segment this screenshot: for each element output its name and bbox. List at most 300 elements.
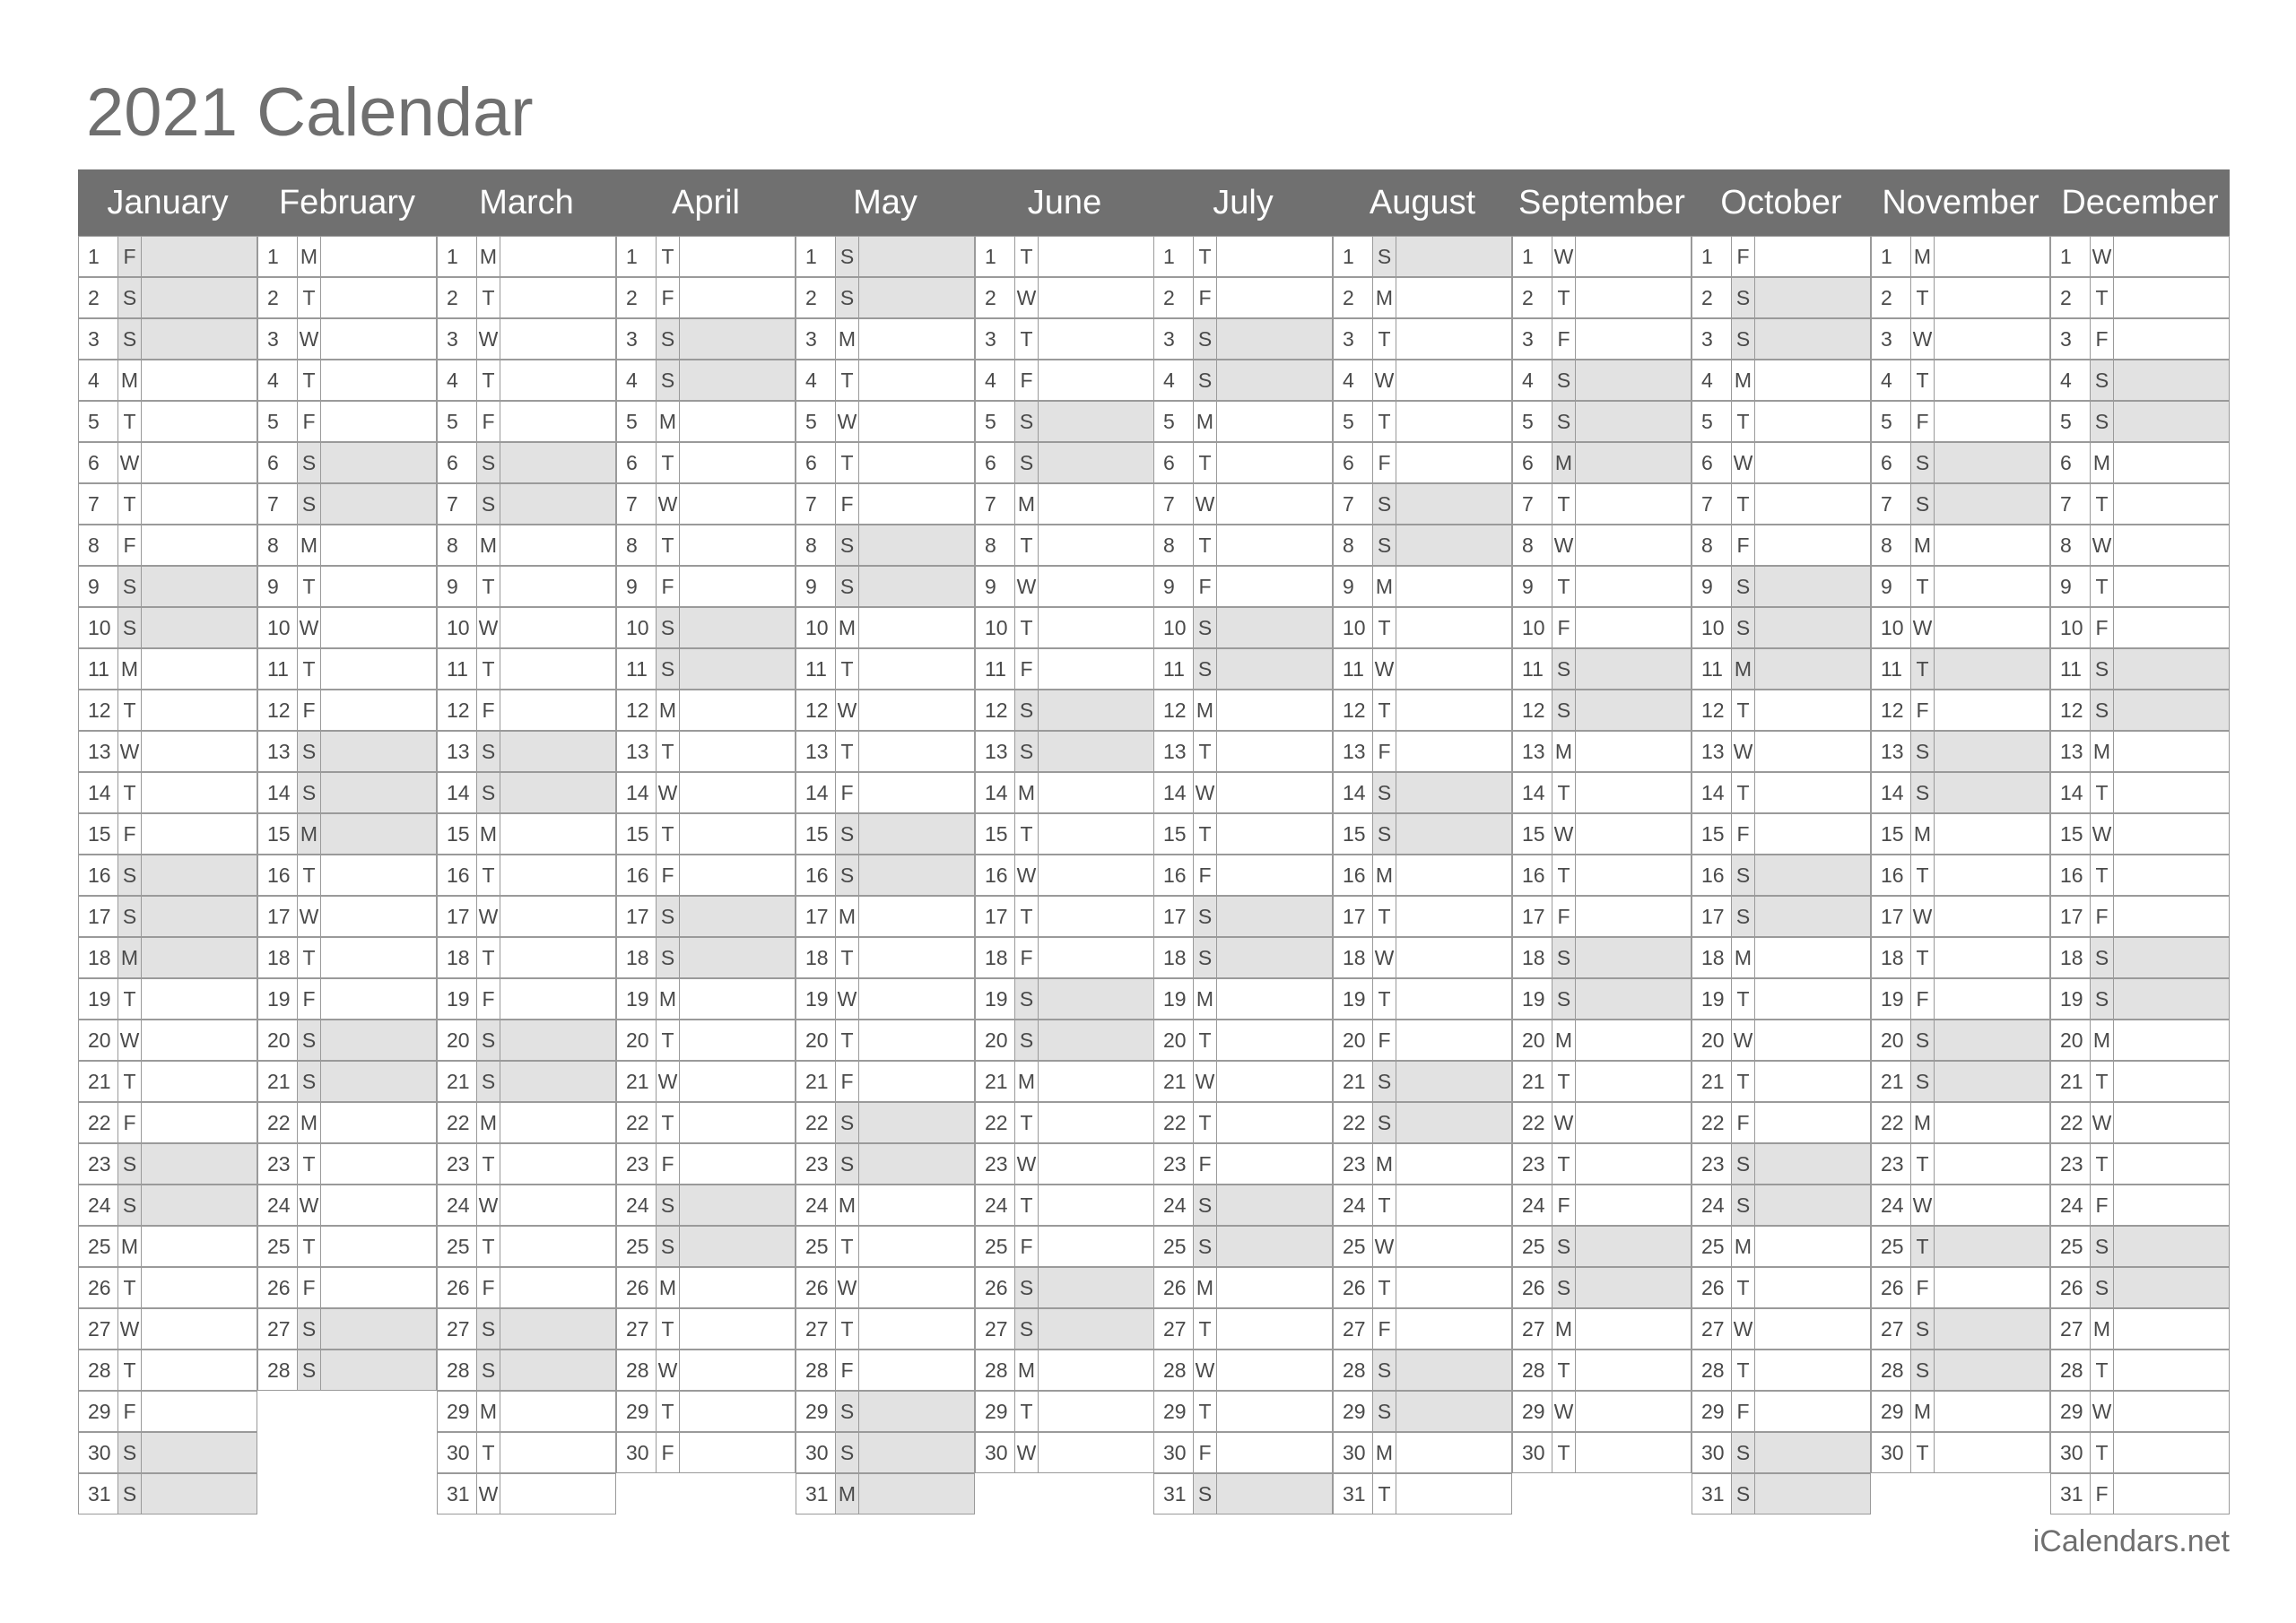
weekday-letter: W <box>297 1185 320 1226</box>
day-row <box>1692 896 1871 937</box>
weekday-letter: S <box>1014 1020 1038 1061</box>
day-row <box>1153 1308 1333 1350</box>
day-row <box>616 236 796 277</box>
day-number: 2 <box>1692 277 1731 318</box>
day-row <box>437 607 616 648</box>
note-cell <box>1396 648 1512 690</box>
day-number: 24 <box>78 1185 117 1226</box>
day-row <box>796 1061 975 1102</box>
day-number: 10 <box>78 607 117 648</box>
day-number: 31 <box>2050 1473 2090 1515</box>
day-row <box>1692 1102 1871 1143</box>
day-row <box>796 1432 975 1473</box>
day-row <box>78 483 257 525</box>
weekday-letter: T <box>1910 648 1934 690</box>
note-cell <box>141 1391 257 1432</box>
day-number: 22 <box>1692 1102 1731 1143</box>
weekday-letter: F <box>1193 1143 1216 1185</box>
day-number: 31 <box>1333 1473 1372 1515</box>
day-row <box>796 855 975 896</box>
day-row <box>1512 1308 1692 1350</box>
weekday-letter: S <box>656 360 679 401</box>
day-row <box>78 566 257 607</box>
note-cell <box>1575 855 1692 896</box>
day-number: 8 <box>78 525 117 566</box>
day-row <box>2050 1473 2230 1515</box>
day-row <box>1871 483 2050 525</box>
weekday-letter: M <box>2090 1020 2113 1061</box>
day-row <box>1512 1350 1692 1391</box>
note-cell <box>858 442 975 483</box>
note-cell <box>1934 648 2050 690</box>
day-number: 9 <box>1512 566 1552 607</box>
day-row <box>437 731 616 772</box>
day-row <box>78 360 257 401</box>
note-cell <box>141 236 257 277</box>
weekday-letter: F <box>2090 318 2113 360</box>
weekday-letter: T <box>1910 1143 1934 1185</box>
day-row <box>257 1102 437 1143</box>
note-cell <box>320 607 437 648</box>
note-cell <box>500 1061 616 1102</box>
day-row <box>257 1267 437 1308</box>
day-row <box>257 236 437 277</box>
day-number: 4 <box>1333 360 1372 401</box>
day-row <box>1871 1143 2050 1185</box>
weekday-letter: S <box>1193 648 1216 690</box>
day-number: 26 <box>1512 1267 1552 1308</box>
note-cell <box>500 483 616 525</box>
weekday-letter: S <box>1193 1185 1216 1226</box>
day-row <box>1512 937 1692 978</box>
day-row <box>78 1020 257 1061</box>
day-number: 5 <box>2050 401 2090 442</box>
note-cell <box>858 483 975 525</box>
weekday-letter: T <box>476 855 500 896</box>
note-cell <box>141 1185 257 1226</box>
note-cell <box>2113 1473 2230 1515</box>
weekday-letter: M <box>2090 731 2113 772</box>
day-number: 11 <box>616 648 656 690</box>
weekday-letter: F <box>1731 1102 1754 1143</box>
note-cell <box>679 360 796 401</box>
day-number: 22 <box>257 1102 297 1143</box>
day-number: 20 <box>2050 1020 2090 1061</box>
weekday-letter: M <box>1014 1350 1038 1391</box>
day-row <box>1333 360 1512 401</box>
day-row <box>1512 483 1692 525</box>
weekday-letter: T <box>2090 1143 2113 1185</box>
weekday-letter: T <box>2090 483 2113 525</box>
day-row <box>1692 318 1871 360</box>
note-cell <box>500 1473 616 1515</box>
weekday-letter: S <box>835 566 858 607</box>
day-number: 2 <box>1871 277 1910 318</box>
day-row <box>1333 1020 1512 1061</box>
weekday-letter: F <box>2090 1473 2113 1515</box>
weekday-letter: S <box>1552 1226 1575 1267</box>
weekday-letter: W <box>2090 1391 2113 1432</box>
note-cell <box>500 236 616 277</box>
day-number: 1 <box>437 236 476 277</box>
day-number: 28 <box>1871 1350 1910 1391</box>
note-cell <box>679 648 796 690</box>
day-row <box>1512 1391 1692 1432</box>
note-cell <box>2113 648 2230 690</box>
note-cell <box>2113 855 2230 896</box>
note-cell <box>2113 1143 2230 1185</box>
weekday-letter: T <box>1014 607 1038 648</box>
day-number: 2 <box>437 277 476 318</box>
day-number: 7 <box>975 483 1014 525</box>
weekday-letter: W <box>1552 1102 1575 1143</box>
day-row <box>1153 236 1333 277</box>
day-row <box>78 978 257 1020</box>
note-cell <box>500 607 616 648</box>
day-number: 13 <box>1871 731 1910 772</box>
weekday-letter: W <box>1372 648 1396 690</box>
day-row <box>257 1185 437 1226</box>
day-number: 7 <box>1512 483 1552 525</box>
day-number: 30 <box>2050 1432 2090 1473</box>
weekday-letter: W <box>1552 525 1575 566</box>
weekday-letter: S <box>1014 401 1038 442</box>
note-cell <box>858 1185 975 1226</box>
weekday-letter: S <box>297 1061 320 1102</box>
day-number: 18 <box>796 937 835 978</box>
note-cell <box>1216 360 1333 401</box>
day-row <box>78 318 257 360</box>
day-number: 19 <box>437 978 476 1020</box>
note-cell <box>1396 1308 1512 1350</box>
day-number: 22 <box>796 1102 835 1143</box>
day-number: 21 <box>2050 1061 2090 1102</box>
day-row <box>796 525 975 566</box>
day-row <box>437 1391 616 1432</box>
day-row <box>257 483 437 525</box>
note-cell <box>1575 896 1692 937</box>
day-number: 1 <box>78 236 117 277</box>
weekday-letter: S <box>1910 1020 1934 1061</box>
note-cell <box>500 1185 616 1226</box>
day-row <box>616 813 796 855</box>
day-number: 22 <box>437 1102 476 1143</box>
day-row <box>1512 1267 1692 1308</box>
note-cell <box>858 607 975 648</box>
note-cell <box>320 401 437 442</box>
day-number: 6 <box>1153 442 1193 483</box>
day-row <box>1153 1432 1333 1473</box>
weekday-letter: M <box>656 1267 679 1308</box>
note-cell <box>1754 813 1871 855</box>
day-number: 13 <box>1512 731 1552 772</box>
day-row <box>437 1143 616 1185</box>
day-row <box>78 855 257 896</box>
day-number: 17 <box>1692 896 1731 937</box>
note-cell <box>500 360 616 401</box>
weekday-letter: W <box>2090 525 2113 566</box>
day-row <box>437 277 616 318</box>
note-cell <box>1934 1308 2050 1350</box>
day-row <box>616 1061 796 1102</box>
day-number: 8 <box>1692 525 1731 566</box>
note-cell <box>679 1061 796 1102</box>
day-row <box>257 978 437 1020</box>
weekday-letter: T <box>2090 855 2113 896</box>
day-row <box>2050 318 2230 360</box>
day-row <box>1333 855 1512 896</box>
weekday-letter: M <box>1910 236 1934 277</box>
day-number: 10 <box>437 607 476 648</box>
day-number: 24 <box>1871 1185 1910 1226</box>
day-number: 3 <box>975 318 1014 360</box>
note-cell <box>1216 1102 1333 1143</box>
weekday-letter: W <box>835 690 858 731</box>
note-cell <box>141 566 257 607</box>
weekday-letter: M <box>297 236 320 277</box>
day-number: 17 <box>437 896 476 937</box>
note-cell <box>1934 690 2050 731</box>
weekday-letter: F <box>2090 1185 2113 1226</box>
weekday-letter: S <box>1552 690 1575 731</box>
note-cell <box>500 937 616 978</box>
day-row <box>437 1350 616 1391</box>
day-row <box>437 690 616 731</box>
weekday-letter: W <box>476 896 500 937</box>
note-cell <box>1934 855 2050 896</box>
note-cell <box>1038 607 1154 648</box>
weekday-letter: T <box>656 1102 679 1143</box>
day-row <box>1692 1226 1871 1267</box>
weekday-letter: T <box>1372 1185 1396 1226</box>
note-cell <box>1216 772 1333 813</box>
weekday-letter: S <box>117 896 141 937</box>
day-row <box>1512 1061 1692 1102</box>
weekday-letter: T <box>297 360 320 401</box>
note-cell <box>1038 1143 1154 1185</box>
note-cell <box>1754 1308 1871 1350</box>
day-row <box>1692 1143 1871 1185</box>
note-cell <box>1216 1267 1333 1308</box>
day-row <box>616 1102 796 1143</box>
weekday-letter: T <box>1193 1308 1216 1350</box>
day-row <box>1512 1432 1692 1473</box>
day-number: 30 <box>78 1432 117 1473</box>
note-cell <box>1038 1350 1154 1391</box>
day-number: 21 <box>1692 1061 1731 1102</box>
day-number: 16 <box>257 855 297 896</box>
day-number: 11 <box>1153 648 1193 690</box>
note-cell <box>320 813 437 855</box>
day-number: 14 <box>78 772 117 813</box>
weekday-letter: S <box>476 1020 500 1061</box>
note-cell <box>141 1102 257 1143</box>
day-number: 16 <box>1871 855 1910 896</box>
note-cell <box>2113 1102 2230 1143</box>
weekday-letter: W <box>1372 360 1396 401</box>
note-cell <box>1575 1061 1692 1102</box>
day-number: 18 <box>437 937 476 978</box>
day-row <box>1153 401 1333 442</box>
day-row <box>1333 1061 1512 1102</box>
note-cell <box>2113 1226 2230 1267</box>
note-cell <box>320 360 437 401</box>
day-number: 18 <box>2050 937 2090 978</box>
weekday-letter: M <box>476 236 500 277</box>
day-number: 25 <box>257 1226 297 1267</box>
day-number: 8 <box>1153 525 1193 566</box>
day-row <box>78 1267 257 1308</box>
day-row <box>1871 1226 2050 1267</box>
note-cell <box>1038 690 1154 731</box>
note-cell <box>2113 1391 2230 1432</box>
day-number: 24 <box>257 1185 297 1226</box>
day-number: 3 <box>616 318 656 360</box>
day-number: 4 <box>2050 360 2090 401</box>
day-row <box>78 813 257 855</box>
day-number: 11 <box>1333 648 1372 690</box>
day-number: 21 <box>78 1061 117 1102</box>
day-row <box>2050 1226 2230 1267</box>
note-cell <box>679 236 796 277</box>
day-row <box>1153 1391 1333 1432</box>
day-number: 19 <box>257 978 297 1020</box>
note-cell <box>500 1267 616 1308</box>
note-cell <box>1216 442 1333 483</box>
day-number: 7 <box>78 483 117 525</box>
weekday-letter: T <box>117 1267 141 1308</box>
day-number: 31 <box>78 1473 117 1515</box>
day-row <box>437 1061 616 1102</box>
note-cell <box>1038 772 1154 813</box>
day-number: 14 <box>1333 772 1372 813</box>
weekday-letter: T <box>476 648 500 690</box>
day-row <box>1512 566 1692 607</box>
weekday-letter: W <box>835 401 858 442</box>
day-number: 1 <box>616 236 656 277</box>
day-number: 28 <box>1153 1350 1193 1391</box>
note-cell <box>500 277 616 318</box>
note-cell <box>2113 360 2230 401</box>
note-cell <box>1396 607 1512 648</box>
day-row <box>1333 607 1512 648</box>
day-number: 6 <box>975 442 1014 483</box>
day-row <box>616 607 796 648</box>
weekday-letter: S <box>835 813 858 855</box>
note-cell <box>500 648 616 690</box>
weekday-letter: T <box>1014 896 1038 937</box>
day-number: 20 <box>1512 1020 1552 1061</box>
day-number: 11 <box>1871 648 1910 690</box>
weekday-letter: W <box>476 1185 500 1226</box>
day-row <box>1153 277 1333 318</box>
day-number: 3 <box>2050 318 2090 360</box>
weekday-letter: S <box>476 483 500 525</box>
weekday-letter: S <box>117 855 141 896</box>
weekday-letter: S <box>1910 1308 1934 1350</box>
day-row <box>2050 1143 2230 1185</box>
day-row <box>975 1143 1154 1185</box>
note-cell <box>2113 772 2230 813</box>
day-row <box>2050 1391 2230 1432</box>
note-cell <box>1575 277 1692 318</box>
day-number: 15 <box>78 813 117 855</box>
month-header-april: April <box>671 184 741 221</box>
day-row <box>616 937 796 978</box>
day-row <box>975 813 1154 855</box>
day-number: 5 <box>975 401 1014 442</box>
note-cell <box>679 855 796 896</box>
note-cell <box>1216 318 1333 360</box>
weekday-letter: W <box>297 318 320 360</box>
weekday-letter: T <box>656 731 679 772</box>
weekday-letter: S <box>1731 1143 1754 1185</box>
note-cell <box>1038 1185 1154 1226</box>
year-calendar-grid <box>78 169 2230 1511</box>
weekday-letter: S <box>1193 1226 1216 1267</box>
day-number: 1 <box>2050 236 2090 277</box>
note-cell <box>320 525 437 566</box>
day-number: 28 <box>975 1350 1014 1391</box>
day-row <box>257 813 437 855</box>
note-cell <box>858 1226 975 1267</box>
day-number: 26 <box>1333 1267 1372 1308</box>
day-number: 30 <box>437 1432 476 1473</box>
note-cell <box>500 1020 616 1061</box>
day-row <box>796 442 975 483</box>
day-row <box>78 1185 257 1226</box>
note-cell <box>141 1020 257 1061</box>
weekday-letter: M <box>1193 1267 1216 1308</box>
day-number: 27 <box>2050 1308 2090 1350</box>
day-row <box>2050 648 2230 690</box>
day-row <box>1333 690 1512 731</box>
note-cell <box>1216 236 1333 277</box>
day-row <box>78 1226 257 1267</box>
day-number: 19 <box>796 978 835 1020</box>
note-cell <box>1216 1391 1333 1432</box>
weekday-letter: S <box>1372 772 1396 813</box>
day-row <box>257 566 437 607</box>
weekday-letter: T <box>2090 1432 2113 1473</box>
day-row <box>975 1350 1154 1391</box>
day-row <box>616 525 796 566</box>
note-cell <box>1396 1267 1512 1308</box>
note-cell <box>1216 937 1333 978</box>
day-number: 26 <box>616 1267 656 1308</box>
note-cell <box>141 896 257 937</box>
day-number: 30 <box>1692 1432 1731 1473</box>
weekday-letter: T <box>476 277 500 318</box>
weekday-letter: T <box>1193 525 1216 566</box>
note-cell <box>1754 1473 1871 1515</box>
note-cell <box>500 1350 616 1391</box>
day-row <box>78 1432 257 1473</box>
weekday-letter: M <box>1193 690 1216 731</box>
note-cell <box>500 1143 616 1185</box>
note-cell <box>1575 731 1692 772</box>
day-row <box>975 937 1154 978</box>
day-row <box>975 648 1154 690</box>
weekday-letter: T <box>835 360 858 401</box>
weekday-letter: T <box>117 401 141 442</box>
weekday-letter: S <box>835 1143 858 1185</box>
day-row <box>2050 813 2230 855</box>
weekday-letter: S <box>2090 937 2113 978</box>
day-number: 19 <box>1871 978 1910 1020</box>
day-row <box>796 277 975 318</box>
weekday-letter: S <box>656 648 679 690</box>
